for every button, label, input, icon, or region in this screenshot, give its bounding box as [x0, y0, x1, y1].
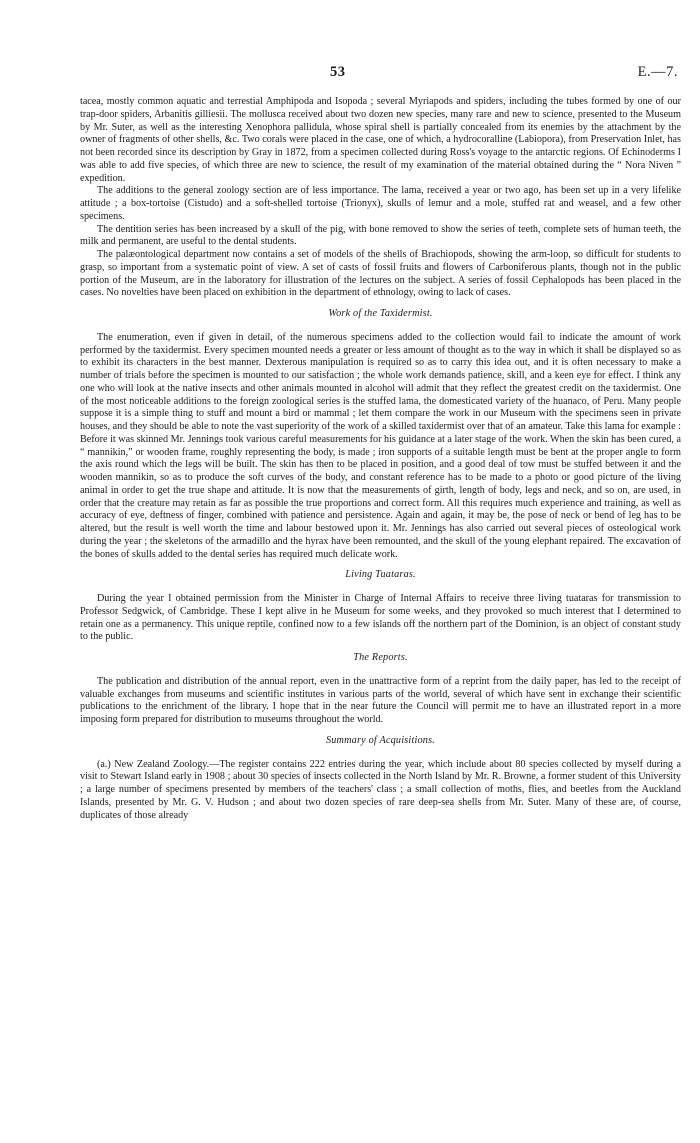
document-reference: E.—7.	[637, 64, 678, 80]
paragraph-palaeontology: The palæontological department now contains a set of models of the shells of Brachiopods, showing the arm-loop, so difficult for students to grasp, so important from a systematic point of view. A set of casts of fossil fruits and flowers of Carboniferous plants, though not in the public portion of the Museum, are in the laboratory for illustration of the lectures on the subject. A series of fossil Cephalopods has been placed in the cases. No novelties have been placed on exhibition in the department of ethnology, owing to lack of cases.	[80, 249, 681, 299]
paragraph-general-zoology: The additions to the general zoology section are of less importance. The lama, received a year or two ago, has been set up in a very lifelike attitude ; a box-tortoise (Cistudo) and a soft-shelled tortoise (Trionyx), skulls of lemur and a mole, stuffed rat and weasel, and a few other specimens.	[80, 185, 681, 222]
paragraph-collections-crustacea: tacea, mostly common aquatic and terrestial Amphipoda and Isopoda ; several Myriapods and spiders, including the tubes formed by one of our trap-door spiders, Arbanitis gilliesii. The mollusca received about two dozen new species, many rare and new to science, presented to the Museum by Mr. Suter, as well as the interesting Xenophora pallidula, whose spiral shell is partially concealed from its enemies by the attachment by the owner of fragments of other shells, &c. Two corals were placed in the case, one of which, a hydrocoralline (Labiopora), from Preservation Inlet, has not been recorded since its description by Gray in 1872, from a specimen collected during Ross's voyage to the antarctic regions. Of Echinoderms I was able to add five species, of which three are new to science, the result of my examination of the material obtained during the “ Nora Niven ” expedition.	[80, 96, 681, 184]
paragraph-tuataras: During the year I obtained permission from the Minister in Charge of Internal Affairs to receive three living tuataras for transmission to Professor Sedgwick, of Cambridge. These I kept alive in he Museum for some weeks, and they provoked so much interest that I determined to retain one as a permanency. This unique reptile, confined now to a few islands off the northern part of the Dominion, is an object of constant study to the public.	[80, 593, 681, 643]
paragraph-nz-zoology: (a.) New Zealand Zoology.—The register contains 222 entries during the year, which include about 80 species collected by myself during a visit to Stewart Island early in 1908 ; about 30 species of insects collected in the North Island by Mr. R. Browne, a former student of this University ; a large number of specimens presented by members of the teachers' class ; a small collection of moths, flies, and beetles from the Auckland Islands, presented by Mr. G. V. Hudson ; and about two dozen species of rare deep-sea shells from Mr. Suter. Many of these are, of course, duplicates of those already	[80, 758, 681, 821]
paragraph-reports: The publication and distribution of the annual report, even in the unattractive form of a reprint from the daily paper, has led to the receipt of valuable exchanges from museums and scientific institutes in various parts of the world, several of which have sent in exchange their scientific publications to the enrichment of the library. I hope that in the near future the Council will permit me to have an illustrated report in a more imposing form prepared for distribution to museums throughout the world.	[80, 675, 681, 725]
heading-work-of-taxidermist: Work of the Taxidermist.	[328, 308, 433, 319]
heading-living-tuataras: Living Tuataras.	[345, 569, 416, 581]
paragraph-dentition-series: The dentition series has been increased by a skull of the pig, with bone removed to show the series of teeth, complete sets of human teeth, the milk and permanent, are useful to the dental students.	[80, 223, 681, 248]
heading-the-reports: The Reports.	[353, 652, 408, 663]
paragraph-taxidermy: The enumeration, even if given in detail, of the numerous specimens added to the collection would fail to indicate the amount of work performed by the taxidermist. Every specimen mounted needs a greater or less amount of thought as to the way in which it shall be displayed so as to exhibit its characters in the best manner. Dexterous manipulation is required so as to carry this idea out, and it is often necessary to make a number of trials before the specimen is mounted to our satisfaction ; the whole work demands patience, skill, and a keen eye for effect. I think any one who will look at the native insects and other animals mounted in alcohol will admit that they reflect the greatest credit on the taxidermist. One of the most noticeable additions to the foreign zoological series is the stuffed lama, the domesticated variety of the huanaco, of Peru. Many people suppose it is a simple thing to stuff and mount a bird or mammal ; let them compare the work in our Museum with the specimens seen in private houses, and they should be able to note the vast superiority of the work of a skilled taxidermist over that of an amateur. Take this lama for example : Before it was skinned Mr. Jennings took various careful measurements for his guidance at a later stage of the work. When the skin has been cured, a “ mannikin,” or wooden frame, roughly representing the body, is made ; iron supports of a suitable length must be bent at the proper angle to form the axis round which the legs will be built. The skin has then to be placed in position, and a good deal of tow must be stuffed between it and the wooden mannikin, so as to produce the soft curves of the body, and constant reference has to be made to a photo or good picture of the living animal in order to get the true shape and attitude. It is now that the measurements of girth, length of body, legs and neck, and so on, are used, in order that the creature may retain as far as possible the true proportions and correct form. All this requires much experience and training, as well as accuracy of eye, deftness of finger, combined with patience and persistence. Again and again, it may be, the pose of neck or bend of leg has to be altered, but the result is well worth the time and labour bestowed upon it. Mr. Jennings has also carried out several pieces of osteological work during the year ; the skeletons of the armadillo and the hyrax have been remounted, and the skull of the young elephant repaired. The excavation of the bones of skulls added to the dental series has required much delicate work.	[80, 331, 681, 560]
body-text	[80, 96, 681, 822]
heading-summary-of-acquisitions: Summary of Acquisitions.	[325, 734, 436, 746]
page-number: 53	[330, 64, 346, 80]
